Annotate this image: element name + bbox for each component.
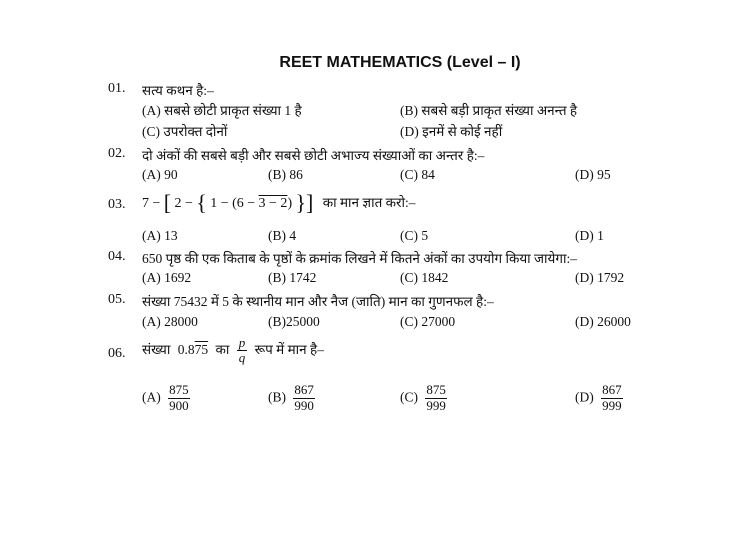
option-d: (D) इनमें से कोई नहीं	[400, 124, 503, 139]
option-a: (A) सबसे छोटी प्राकृत संख्या 1 है	[142, 103, 302, 118]
question-text: का मान ज्ञात करो:–	[322, 195, 416, 210]
option-b: (B) सबसे बड़ी प्राकृत संख्या अनन्त है	[400, 103, 578, 118]
question-expression: 7 − [ 2 − { 1 − (6 − 3 − 2) }] का मान ज्ञात करो:–	[142, 190, 416, 215]
question-text: 650 पृष्ठ की एक किताब के पृष्ठों के क्रमांक लिखने में कितने अंकों का उपयोग किया जायेगा:–	[142, 251, 577, 266]
fraction: $\frac{867}{990}$	[294, 382, 314, 413]
fraction: $\frac{875}{900}$	[169, 382, 189, 413]
option-a: (A) 1692	[142, 270, 192, 285]
question-text: सत्य कथन है:–	[142, 83, 214, 98]
question-number: 03.	[108, 197, 126, 212]
option-a: (A) 90	[142, 167, 178, 182]
fraction: $\frac{867}{999}$	[602, 382, 622, 413]
option-c: (C) 5	[400, 228, 429, 243]
question-number: 05.	[108, 292, 126, 307]
expr-inner: 1 − (6 −	[210, 196, 256, 211]
question-number: 01.	[108, 81, 126, 96]
option-a: (A) $\frac{875}{900}$	[142, 382, 189, 413]
option-b: (B)25000	[268, 314, 320, 329]
option-c: (C) $\frac{875}{999}$	[400, 382, 446, 413]
recurring-decimal: 0.875	[177, 341, 209, 357]
option-c: (C) उपरोक्त दोनों	[142, 124, 228, 139]
question-number: 04.	[108, 249, 126, 264]
question-text: दो अंकों की सबसे बड़ी और सबसे छोटी अभाज्य संख्याओं का अन्तर है:–	[142, 148, 485, 163]
option-b: (B) 1742	[268, 270, 317, 285]
option-d: (D) 1792	[575, 270, 625, 285]
expr-close: )	[287, 196, 293, 211]
option-b: (B) 4	[268, 228, 297, 243]
fraction: $\frac{875}{999}$	[426, 382, 446, 413]
option-b: (B) $\frac{867}{990}$	[268, 382, 314, 413]
option-d: (D) 26000	[575, 314, 631, 329]
question-number: 06.	[108, 346, 126, 361]
option-a: (A) 28000	[142, 314, 198, 329]
option-a: (A) 13	[142, 228, 178, 243]
expr-vinculum: 3 − 2	[258, 196, 288, 211]
option-c: (C) 84	[400, 167, 435, 182]
option-c: (C) 1842	[400, 270, 449, 285]
option-d: (D) 1	[575, 228, 604, 243]
expr-mid: 2 −	[174, 196, 193, 211]
question-number: 02.	[108, 146, 126, 161]
question-text: संख्या 0.875 का $\frac{p}{q}$ रूप में मान है–	[142, 335, 324, 366]
question-text: संख्या 75432 में 5 के स्थानीय मान और नैज (जाति) मान का गुणनफल है:–	[142, 294, 494, 309]
p-over-q: $\frac{p}{q}$	[238, 335, 246, 366]
option-d: (D) $\frac{867}{999}$	[575, 382, 622, 413]
expr-prefix: 7 −	[142, 196, 161, 211]
option-c: (C) 27000	[400, 314, 456, 329]
option-d: (D) 95	[575, 167, 611, 182]
page-title: REET MATHEMATICS (Level – I)	[279, 54, 521, 71]
option-b: (B) 86	[268, 167, 303, 182]
